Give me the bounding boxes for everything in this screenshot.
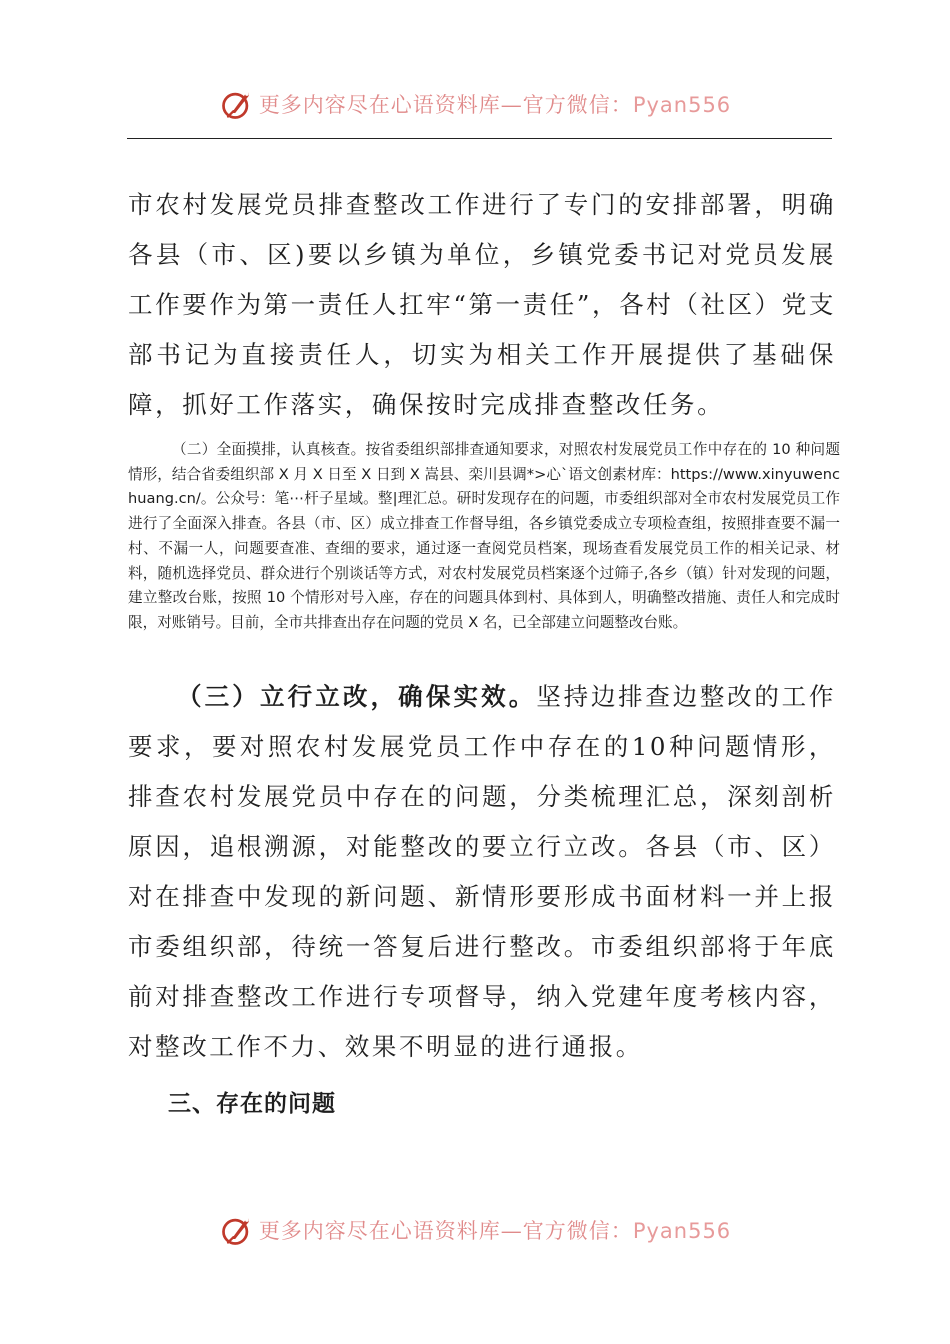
wechat-id: Pyan556 <box>632 93 732 117</box>
paragraph-3-lead: （三）立行立改，确保实效。 <box>177 682 537 711</box>
section-heading-3: 三、存在的问题 <box>168 1091 336 1117</box>
paragraph-3 <box>128 672 836 1072</box>
wechat-id: Pyan556 <box>632 1219 732 1243</box>
quill-logo-icon <box>219 86 255 122</box>
banner-text: 更多内容尽在心语资料库—官方微信：Pyan556 <box>258 93 732 117</box>
quill-logo-icon <box>219 1212 255 1248</box>
paragraph-3-body: 坚持边排查边整改的工作要求，要对照农村发展党员工作中存在的10种问题情形，排查农村发展党员中存在的问题，分类梳理汇总，深刻剖析原因，追根溯源，对能整改的要立行立改。各县（市、区）对在排查中发现的新问题、新情形要形成书面材料一并上报市委组织部，待统一答复后进行整改。市委组织部将于年底前对排查整改工作进行专项督导，纳入党建年度考核内容，对整改工作不力、效果不明显的进行通报。 <box>128 682 836 1061</box>
footer-watermark-banner <box>0 1210 950 1250</box>
paragraph-1: 市农村发展党员排查整改工作进行了专门的安排部署，明确各县（市、区)要以乡镇为单位，乡镇党委书记对党员发展工作要作为第一责任人扛牢“第一责任”，各村（社区）党支部书记为直接责任人，切实为相关工作开展提供了基础保障，抓好工作落实，确保按时完成排查整改任务。 <box>128 190 836 419</box>
header-watermark-banner <box>0 84 950 124</box>
header-divider <box>127 138 832 139</box>
paragraph-2: （二）全面摸排，认真核查。按省委组织部排查通知要求，对照农村发展党员工作中存在的 10 种问题情形，结合省委组织部 X 月 X 日至 X 日到 X 嵩县、栾川县调*>心`语文创素材库：https://www.xinyuwenchuang.cn/。公众号：笔⋯杆子星域。整|理汇总。研时发现存在的问题，市委组织部对全市农村发展党员工作进行了全面深入排查。各县（市、区）成立排查工作督导组，各乡镇党委成立专项检查组，按照排查要不漏一村、不漏一人，问题要查准、查细的要求，通过逐一查阅党员档案，现场查看发展党员工作的相关记录、材料，随机选择党员、群众进行个别谈话等方式，对农村发展党员档案逐个过筛子,各乡（镇）针对发现的问题，建立整改台账，按照 10 个情形对号入座，存在的问题具体到村、具体到人，明确整改措施、责任人和完成时限，对账销号。目前，全市共排查出存在问题的党员 X 名，已全部建立问题整改台账。 <box>128 441 840 631</box>
banner-text: 更多内容尽在心语资料库—官方微信：Pyan556 <box>258 1219 732 1243</box>
